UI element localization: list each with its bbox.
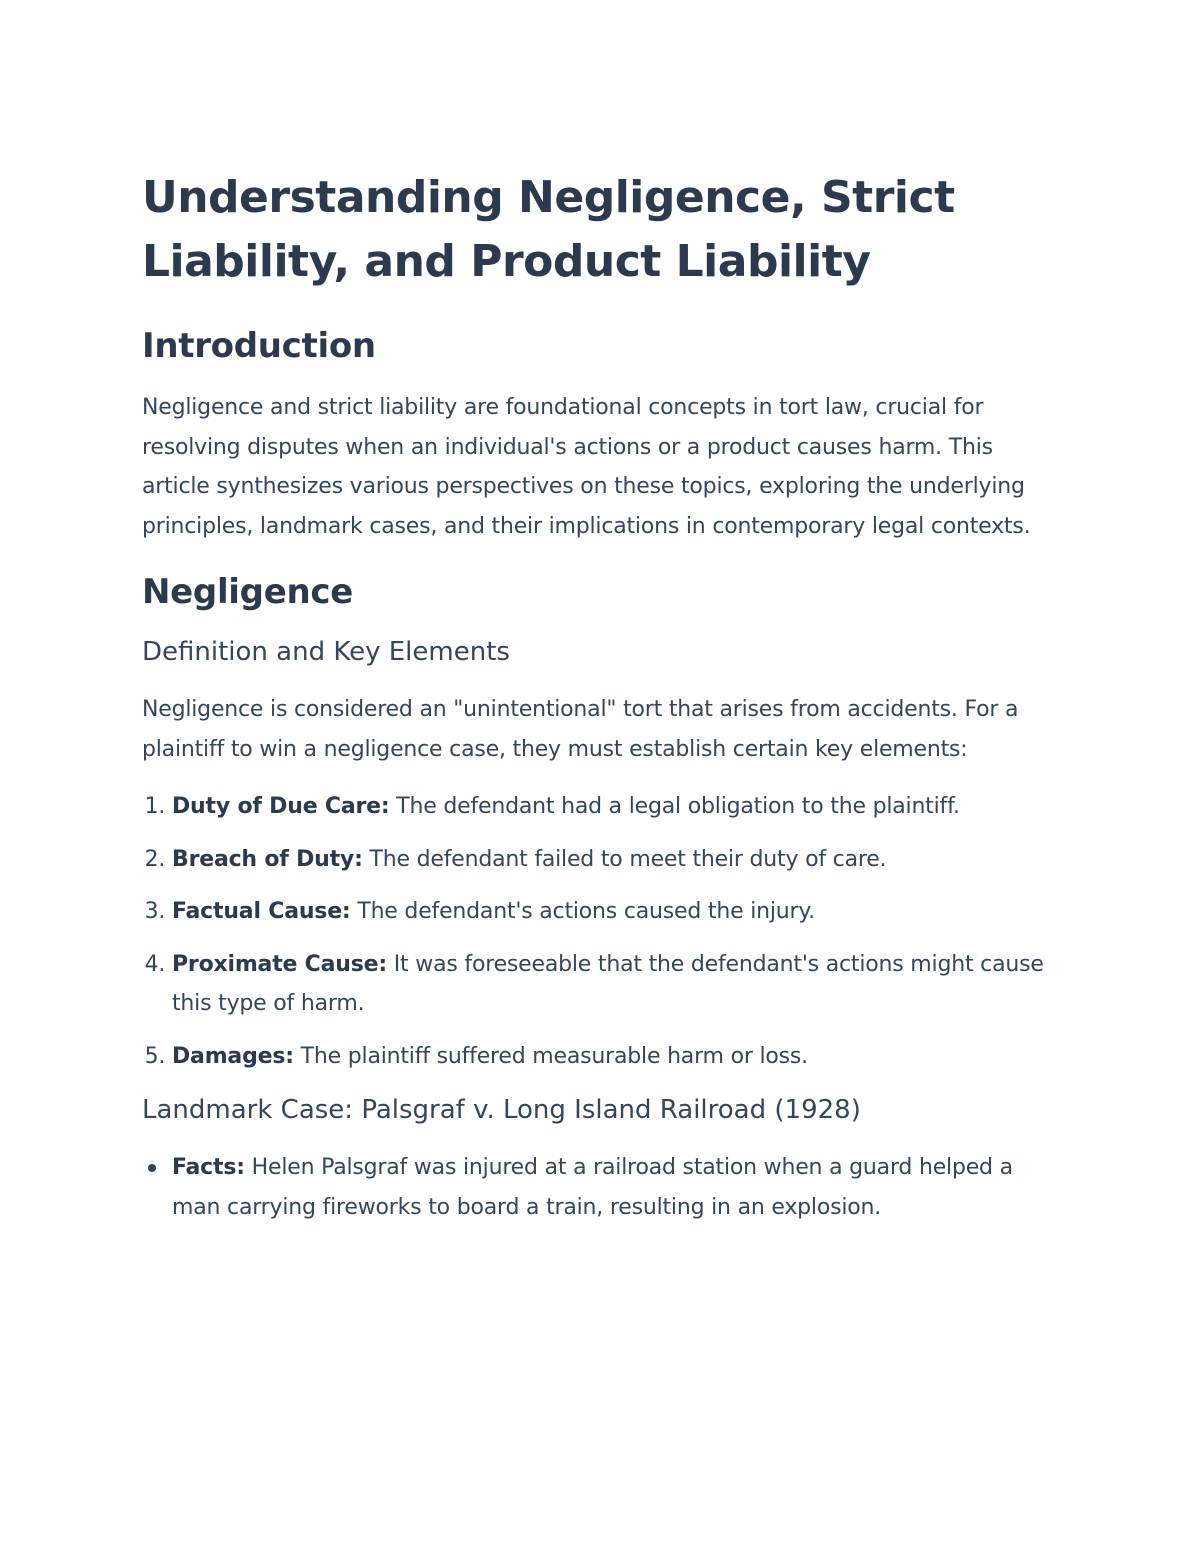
list-item: 4. Proximate Cause: It was foreseeable that the defendant's actions might cause this type of harm. <box>172 945 1062 1024</box>
document-page <box>142 166 1062 1243</box>
list-item: 2. Breach of Duty: The defendant failed to meet their duty of care. <box>172 840 1062 880</box>
document-title: Understanding Negligence, Strict Liability, and Product Liability <box>142 172 955 287</box>
list-item: 3. Factual Cause: The defendant's actions caused the injury. <box>172 892 1062 932</box>
list-item: 1. Duty of Due Care: The defendant had a legal obligation to the plaintiff. <box>172 787 1062 827</box>
item-text: Helen Palsgraf was injured at a railroad station when a guard helped a man carrying fireworks to board a train, resulting in an explosion. <box>172 1155 1013 1220</box>
element-text: It was foreseeable that the defendant's actions might cause this type of harm. <box>172 951 1044 1016</box>
definition-paragraph: Negligence is considered an "unintentional" tort that arises from accidents. For a plaintiff to win a negligence case, they must establish certain key elements: <box>142 697 1019 762</box>
element-term: Proximate Cause <box>172 951 379 977</box>
definition-heading: Definition and Key Elements <box>142 637 510 667</box>
element-text: The defendant had a legal obligation to the plaintiff. <box>389 794 960 819</box>
list-item: Facts: Helen Palsgraf was injured at a railroad station when a guard helped a man carrying fireworks to board a train, resulting in an explosion. <box>172 1148 1062 1227</box>
element-term: Duty of Due Care <box>172 794 381 819</box>
bullet-icon <box>148 1164 156 1172</box>
landmark-heading: Landmark Case: Palsgraf v. Long Island Railroad (1928) <box>142 1095 861 1125</box>
element-term: Damages <box>172 1043 286 1069</box>
intro-heading: Introduction <box>142 326 376 366</box>
element-text: The defendant's actions caused the injury. <box>350 899 815 924</box>
elements-list <box>142 787 1062 1076</box>
landmark-list <box>142 1148 1062 1227</box>
negligence-heading: Negligence <box>142 572 353 612</box>
element-term: Factual Cause <box>172 899 342 924</box>
element-text: The defendant failed to meet their duty of care. <box>362 846 887 872</box>
intro-paragraph: Negligence and strict liability are foundational concepts in tort law, crucial for resolving disputes when an individual's actions or a product causes harm. This article synthesizes various perspectives on these topics, exploring the underlying principles, landmark cases, and their implications in contemporary legal contexts. <box>142 395 1031 539</box>
element-term: Breach of Duty <box>172 846 355 872</box>
list-item: 5. Damages: The plaintiff suffered measurable harm or loss. <box>172 1037 1062 1077</box>
item-term: Facts <box>172 1155 237 1180</box>
element-text: The plaintiff suffered measurable harm or loss. <box>293 1043 808 1069</box>
